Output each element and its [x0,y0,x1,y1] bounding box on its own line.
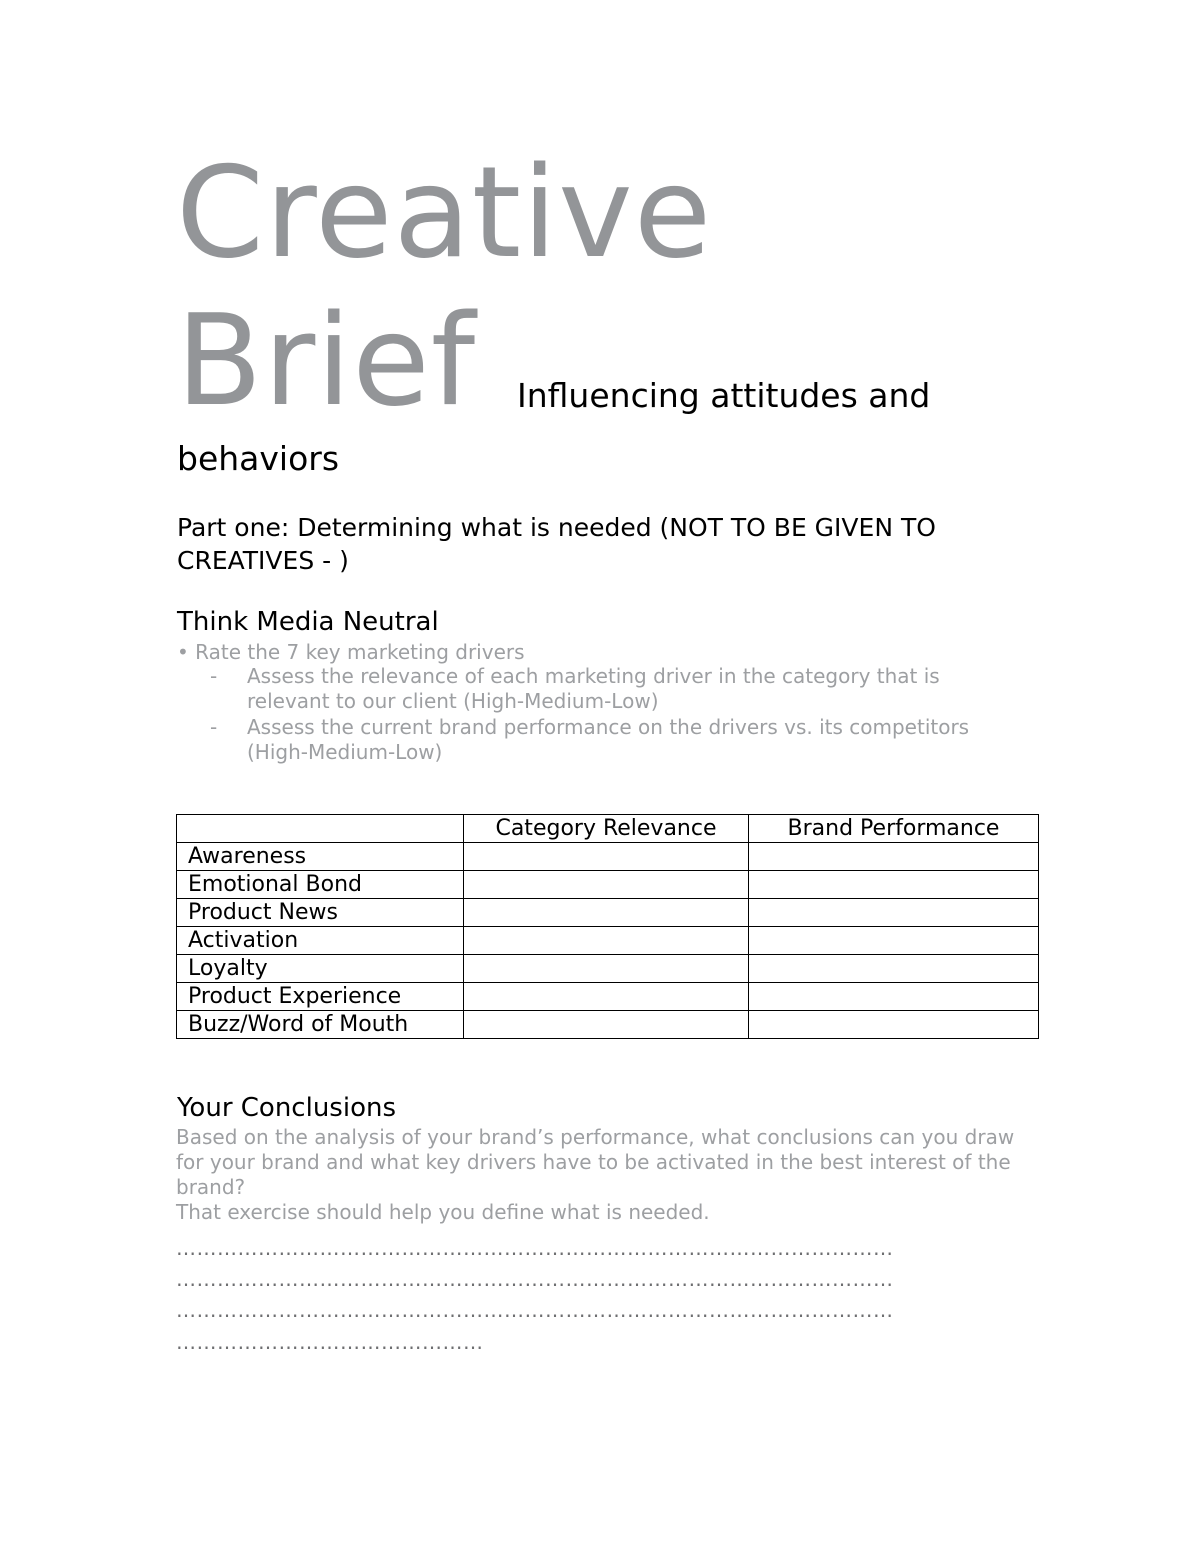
brand-performance-cell[interactable] [749,955,1039,983]
part-one-heading: Part one: Determining what is needed (NOT TO BE GIVEN TO CREATIVES - ) [177,513,936,575]
table-row [177,955,1039,983]
table-row [177,843,1039,871]
answer-dotted-line[interactable]: …………………………………………………………………………………………… [176,1267,894,1291]
conclusions-paragraph-2: That exercise should help you define what is needed. [176,1200,710,1224]
table-row [177,927,1039,955]
subtitle-line-2: behaviors [177,439,340,478]
driver-label: Buzz/Word of Mouth [177,1011,464,1039]
table-header-row [177,815,1039,843]
think-media-neutral-heading: Think Media Neutral [177,607,439,637]
bullet-rate-drivers: • Rate the 7 key marketing drivers [177,640,525,664]
category-relevance-cell[interactable] [464,1011,749,1039]
driver-label: Activation [177,927,464,955]
category-relevance-cell[interactable] [464,899,749,927]
brand-performance-cell[interactable] [749,843,1039,871]
category-relevance-cell[interactable] [464,955,749,983]
subtitle-line-1: Influencing attitudes and [517,376,931,415]
dash-item-text: Assess the relevance of each marketing driver in the category that is relevant to our client (High-Medium-Low) [247,664,940,713]
table-row [177,871,1039,899]
dash-marker: - [210,664,218,688]
table-row [177,1011,1039,1039]
brand-performance-cell[interactable] [749,983,1039,1011]
driver-label: Emotional Bond [177,871,464,899]
answer-dotted-line[interactable]: ……………………………………… [176,1330,484,1354]
table-header-category-relevance: Category Relevance [464,815,749,843]
brand-performance-cell[interactable] [749,927,1039,955]
driver-label: Product News [177,899,464,927]
table-row [177,983,1039,1011]
category-relevance-cell[interactable] [464,927,749,955]
category-relevance-cell[interactable] [464,983,749,1011]
conclusions-instructions [176,1125,1036,1225]
marketing-drivers-table [176,814,1039,1039]
driver-label: Loyalty [177,955,464,983]
title-brief: Brief [176,287,477,434]
your-conclusions-heading: Your Conclusions [177,1093,397,1123]
brand-performance-cell[interactable] [749,871,1039,899]
table-row [177,899,1039,927]
conclusions-paragraph: Based on the analysis of your brand’s performance, what conclusions can you draw for your brand and what key drivers have to be activated in the best interest of the brand? [176,1125,1015,1199]
dash-item-performance [210,715,1010,767]
dash-item-text: Assess the current brand performance on the drivers vs. its competitors (High-Medium-Low) [247,715,970,764]
dash-item-relevance [210,664,1010,716]
answer-dotted-line[interactable]: …………………………………………………………………………………………… [176,1298,894,1322]
answer-dotted-line[interactable]: …………………………………………………………………………………………… [176,1236,894,1260]
brand-performance-cell[interactable] [749,899,1039,927]
table-header-cell [177,815,464,843]
brand-performance-cell[interactable] [749,1011,1039,1039]
table-header-brand-performance: Brand Performance [749,815,1039,843]
category-relevance-cell[interactable] [464,843,749,871]
title-creative: Creative [176,139,713,286]
driver-label: Awareness [177,843,464,871]
dash-marker: - [210,715,218,739]
driver-label: Product Experience [177,983,464,1011]
category-relevance-cell[interactable] [464,871,749,899]
